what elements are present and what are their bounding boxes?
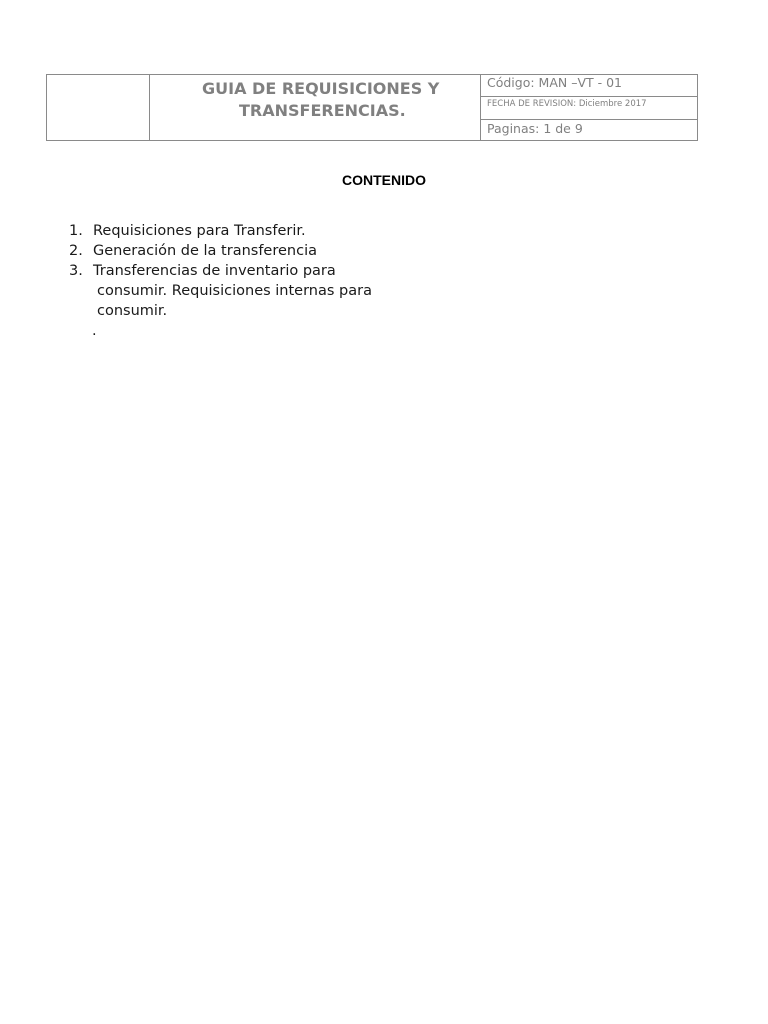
document-title-line-1: GUIA DE REQUISICIONES Y bbox=[202, 79, 440, 98]
list-item-continuation: consumir. Requisiciones internas para bbox=[97, 283, 372, 299]
document-header-table bbox=[46, 74, 698, 141]
list-item-number: 1. bbox=[69, 223, 83, 239]
list-item bbox=[69, 241, 372, 261]
table-of-contents bbox=[69, 221, 372, 341]
logo-cell bbox=[47, 75, 150, 140]
page-count: Paginas: 1 de 9 bbox=[487, 121, 583, 136]
list-item-text: Requisiciones para Transferir. bbox=[93, 223, 306, 239]
list-item-text: Transferencias de inventario para bbox=[93, 263, 336, 279]
list-item bbox=[69, 221, 372, 241]
list-item-number: 3. bbox=[69, 263, 83, 279]
trailing-dot: . bbox=[92, 323, 97, 339]
revision-date: FECHA DE REVISION: Diciembre 2017 bbox=[481, 97, 697, 120]
list-item-number: 2. bbox=[69, 243, 83, 259]
document-code: Código: MAN –VT - 01 bbox=[481, 75, 697, 97]
list-item bbox=[69, 261, 372, 281]
contents-heading: CONTENIDO bbox=[342, 172, 426, 188]
title-cell bbox=[150, 75, 481, 140]
list-item-continuation: consumir. bbox=[97, 303, 168, 319]
document-title-line-2: TRANSFERENCIAS. bbox=[239, 101, 406, 120]
metadata-cell bbox=[481, 75, 697, 140]
list-item-text: Generación de la transferencia bbox=[93, 243, 317, 259]
